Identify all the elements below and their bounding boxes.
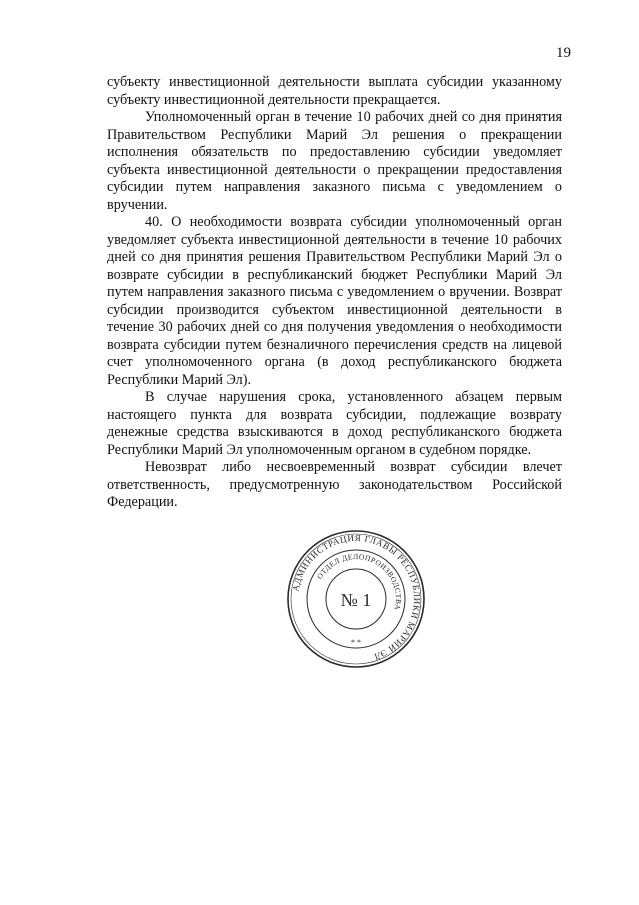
paragraph-violation: В случае нарушения срока, установленного абзацем первым настоящего пункта для возврата субсидии, подлежащие возврату денежные средства взыскиваются в доход республиканского бюджета Республики Марий Эл уполномоченным органом в судебном порядке.: [107, 389, 562, 458]
document-body: [107, 74, 562, 512]
paragraph-liability: Невозврат либо несвоевременный возврат субсидии влечет ответственность, предусмотренную законодательством Российской Федерации.: [107, 459, 562, 510]
seal-stars: * *: [351, 638, 361, 647]
official-seal-stamp: [286, 529, 426, 669]
seal-outer-text: АДМИНИСТРАЦИЯ ГЛАВЫ РЕСПУБЛИКИ МАРИЙ ЭЛ: [290, 532, 423, 662]
seal-center-number: № 1: [340, 590, 372, 610]
paragraph-continuation: субъекту инвестиционной деятельности выплата субсидии указанному субъекту инвестиционной деятельности прекращается.: [107, 74, 562, 108]
seal-inner-text: ОТДЕЛ ДЕЛОПРОИЗВОДСТВА: [314, 551, 404, 612]
paragraph-clause-40: 40. О необходимости возврата субсидии уполномоченный орган уведомляет субъекта инвестиционной деятельности в течение 10 рабочих дней со дня принятия решения Правительством Республики Марий Эл о возврате субсидии в республиканский бюджет Республики Марий Эл путем направления заказного письма с уведомлением о вручении. Возврат субсидии производится субъектом инвестиционной деятельности в течение 30 рабочих дней со дня получения уведомления о необходимости возврата субсидии путем безналичного перечисления средств на лицевой счет уполномоченного органа (в доход республиканского бюджета Республики Марий Эл).: [107, 214, 562, 388]
page-number: 19: [556, 45, 571, 61]
paragraph-termination-notice: Уполномоченный орган в течение 10 рабочих дней со дня принятия Правительством Республики Марий Эл решения о прекращении исполнения обязательств по предоставлению субсидии уведомляет субъекта инвестиционной деятельности о прекращении предоставления субсидии путем направления заказного письма с уведомлением о вручении.: [107, 109, 562, 213]
seal-graphic: [286, 529, 426, 669]
